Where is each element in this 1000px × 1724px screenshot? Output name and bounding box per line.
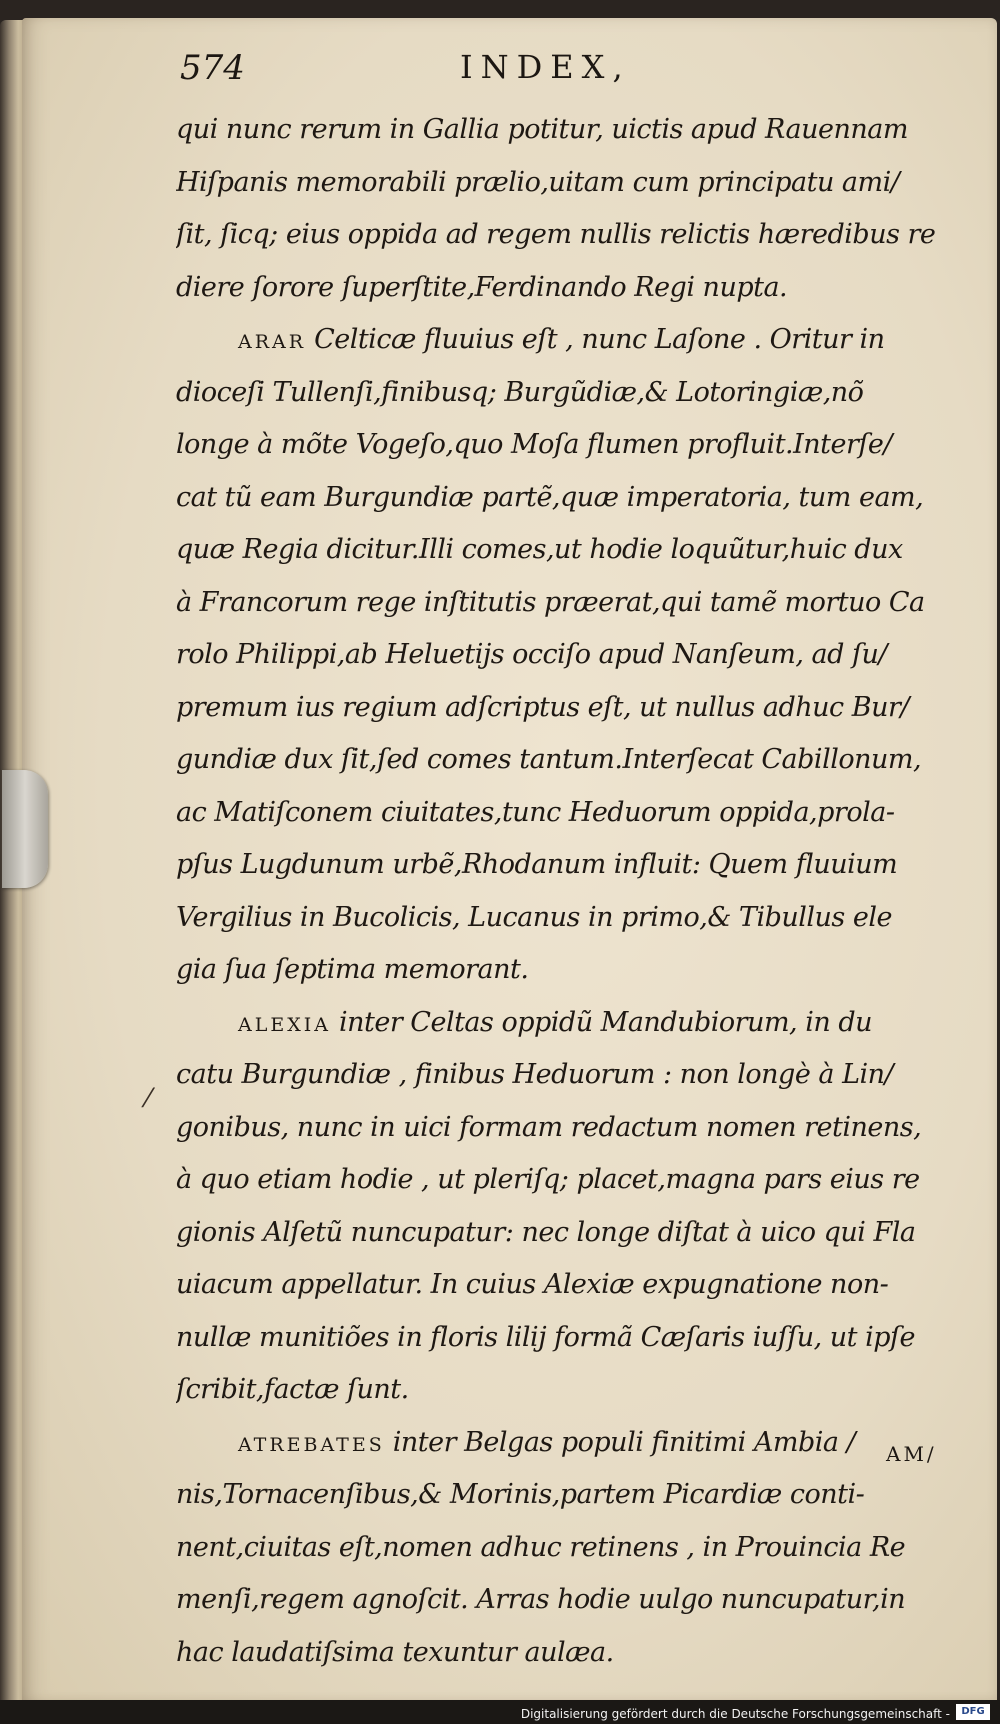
- entry-atrebates: [176, 1417, 966, 1470]
- page-number: 574: [180, 48, 245, 88]
- text-line: ſit, ſicq; eius oppida ad regem nullis relictis hæredibus re: [176, 219, 936, 250]
- text-line: longe à mõte Vogeſo,quo Moſa flumen profluit.Interſe/: [176, 429, 892, 460]
- text-line: rolo Philippi,ab Heluetijs occiſo apud Nanſeum, ad ſu/: [176, 639, 887, 670]
- entry-text-alexia: inter Celtas oppidũ Mandubiorum, in du: [338, 1006, 873, 1038]
- text-line: quæ Regia dicitur.Illi comes,ut hodie loquũtur,huic dux: [176, 534, 903, 565]
- text-line: gia ſua ſeptima memorant.: [176, 954, 529, 985]
- dfg-logo-icon: DFG: [956, 1704, 990, 1720]
- text-line: gonibus, nunc in uici formam redactum nomen retinens,: [176, 1111, 922, 1143]
- text-line: uiacum appellatur. In cuius Alexiæ expugnatione non-: [176, 1269, 889, 1300]
- headword-atrebates: ATREBATES: [238, 1433, 385, 1456]
- text-line: Hiſpanis memorabili prælio,uitam cum principatu ami/: [176, 166, 900, 198]
- text-line: ſcribit,factæ ſunt.: [176, 1374, 409, 1405]
- text-line: diere ſorore ſuperſtite,Ferdinando Regi nupta.: [176, 271, 788, 303]
- entry-arar: [176, 314, 966, 367]
- text-line: menſi,regem agnoſcit. Arras hodie uulgo nuncupatur,in: [176, 1584, 906, 1615]
- text-line: nent,ciuitas eſt,nomen adhuc retinens , in Prouincia Re: [176, 1531, 906, 1563]
- text-line: à Francorum rege inſtitutis præerat,qui tamẽ mortuo Ca: [176, 586, 925, 618]
- text-line: gionis Alſetũ nuncupatur: nec longe diſtat à uico qui Fla: [176, 1216, 916, 1248]
- text-line: dioceſi Tullenſi,finibusq; Burgũdiæ,& Lotoringiæ,nõ: [176, 376, 864, 408]
- headword-arar: ARAR: [238, 331, 307, 353]
- entry-alexia: [176, 997, 966, 1050]
- text-line: catu Burgundiæ , finibus Heduorum : non longè à Lin/: [176, 1059, 894, 1090]
- footer-bar: [0, 1700, 1000, 1724]
- text-line: nis,Tornacenſibus,& Morinis,partem Picardiæ conti-: [176, 1479, 865, 1510]
- marginal-mark: ⁄: [146, 1084, 151, 1114]
- footer-credit: Digitalisierung gefördert durch die Deutsche Forschungsgemeinschaft -: [520, 1707, 950, 1721]
- headword-alexia: ALEXIA: [238, 1013, 331, 1036]
- entry-text-atrebates: inter Belgas populi finitimi Ambia /: [392, 1426, 856, 1458]
- text-line: nullæ munitiões in floris lilij formã Cæſaris iuſſu, ut ipſe: [176, 1321, 915, 1353]
- text-line: premum ius regium adſcriptus eſt, ut nullus adhuc Bur/: [176, 691, 909, 723]
- text-line: Vergilius in Bucolicis, Lucanus in primo,& Tibullus ele: [176, 901, 892, 933]
- text-line: gundiæ dux ſit,ſed comes tantum.Interſecat Cabillonum,: [176, 744, 922, 775]
- text-line: à quo etiam hodie , ut pleriſq; placet,magna pars eius re: [176, 1164, 920, 1195]
- page-header: [180, 48, 950, 98]
- book-clasp: [2, 770, 48, 888]
- text-line: qui nunc rerum in Gallia potitur, uictis apud Rauennam: [176, 114, 908, 145]
- text-line: pſus Lugdunum urbẽ,Rhodanum influit: Quem fluuium: [176, 849, 898, 880]
- body-text: [176, 104, 966, 1679]
- running-head: INDEX,: [460, 48, 631, 86]
- text-line: cat tũ eam Burgundiæ partẽ,quæ imperatoria, tum eam,: [176, 481, 924, 513]
- text-line: ac Matiſconem ciuitates,tunc Heduorum oppida,prola-: [176, 796, 895, 828]
- entry-text-arar: Celticæ fluuius eſt , nunc Laſone . Oritur in: [314, 324, 885, 355]
- text-line: hac laudatiſsima texuntur aulæa.: [176, 1636, 614, 1668]
- catchword: AM/: [886, 1442, 937, 1466]
